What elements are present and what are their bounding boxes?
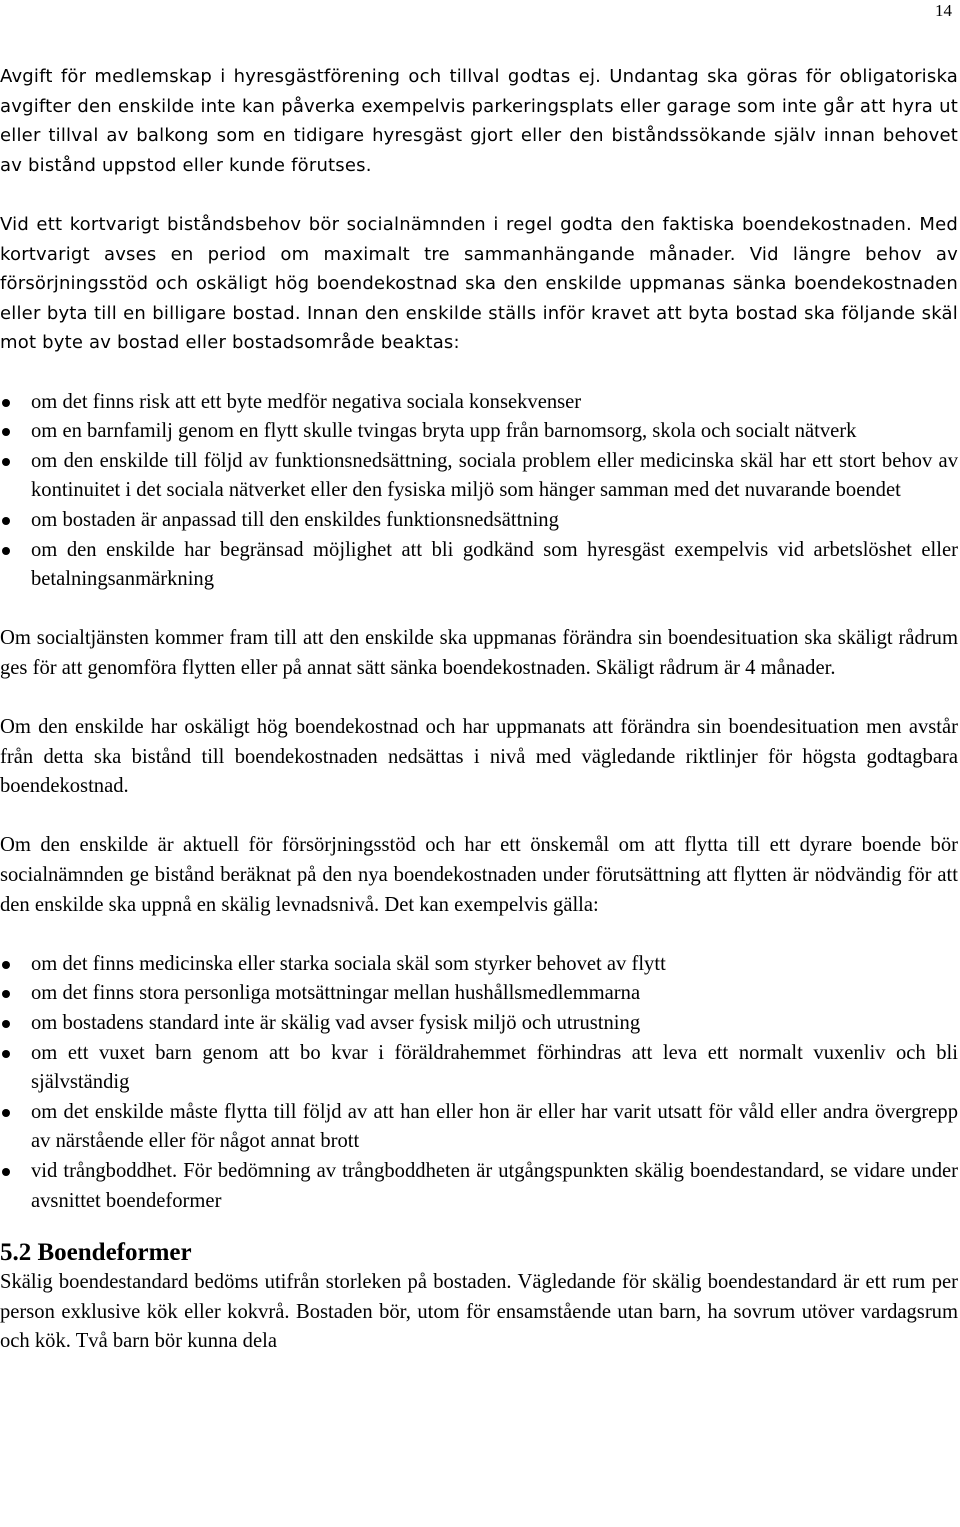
paragraph-high-housing-cost: Om den enskilde har oskäligt hög boendekostnad och har uppmanats att förändra sin boendesituation men avstår från detta ska bistånd till boendekostnaden nedsättas i nivå med vägledande riktlinjer för högsta godtagbara boendekostnad. [0,716,958,798]
bullet-icon [2,1050,10,1058]
paragraph-housing-standard: Skälig boendestandard bedöms utifrån storleken på bostaden. Vägledande för skälig boendestandard är ett rum per person exklusive kök eller kokvrå. Bostaden bör, utom för ensamstående utan barn, ha sovrum utöver vardagsrum och kök. Två barn bör kunna dela [0,1271,958,1353]
bullet-icon [2,961,10,969]
bullet-list-reasons-against-move [0,388,958,595]
list-item: om det finns medicinska eller starka sociala skäl som styrker behovet av flytt [0,950,958,980]
bullet-icon [2,399,10,407]
paragraph-reasonable-time: Om socialtjänsten kommer fram till att den enskilde ska uppmanas förändra sin boendesituation ska skäligt rådrum ges för att genomföra flytten eller på annat sätt sänka boendekostnaden. Skäligt rådrum är 4 månader. [0,627,958,679]
list-item: om ett vuxet barn genom att bo kvar i föräldrahemmet förhindras att leva ett normalt vuxenliv och bli självständig [0,1039,958,1098]
document-body [0,62,958,1357]
paragraph-move-to-expensive: Om den enskilde är aktuell för försörjningsstöd och har ett önskemål om att flytta till ett dyrare boende bör socialnämnden ge bistånd beräknat på den nya boendekostnaden under förutsättning att flytten är nödvändig för att den enskilde ska uppnå en skälig levnadsnivå. Det kan exempelvis gälla: [0,834,958,916]
list-item: om bostaden är anpassad till den enskildes funktionsnedsättning [0,506,958,536]
list-item: om den enskilde till följd av funktionsnedsättning, sociala problem eller medicinska skäl har ett stort behov av kontinuitet i det sociala nätverket eller den fysiska miljö som hänger samman med det nuvarande boendet [0,447,958,506]
page-number: 14 [935,1,952,20]
bullet-icon [2,458,10,466]
bullet-icon [2,1020,10,1028]
bullet-icon [2,428,10,436]
list-item: om det finns stora personliga motsättningar mellan hushållsmedlemmarna [0,979,958,1009]
paragraph-short-term-need: Vid ett kortvarigt biståndsbehov bör socialnämnden i regel godta den faktiska boendekostnaden. Med kortvarigt avses en period om maximalt tre sammanhängande månader. Vid längre behov av försörjningsstöd och oskäligt hög boendekostnad ska den enskilde uppmanas sänka boendekostnaden eller byta till en billigare bostad. Innan den enskilde ställs inför kravet att byta bostad ska följande skäl mot byte av bostad eller bostadsområde beaktas: [0,213,958,354]
bullet-list-reasons-for-move [0,950,958,1216]
bullet-icon [2,1168,10,1176]
bullet-icon [2,1109,10,1117]
list-item: vid trångboddhet. För bedömning av trångboddheten är utgångspunkten skälig boendestandard, se vidare under avsnittet boendeformer [0,1157,958,1216]
list-item: om den enskilde har begränsad möjlighet att bli godkänd som hyresgäst exempelvis vid arbetslöshet eller betalningsanmärkning [0,536,958,595]
bullet-icon [2,990,10,998]
section-heading: 5.2 Boendeformer [0,1239,192,1267]
list-item: om en barnfamilj genom en flytt skulle tvingas bryta upp från barnomsorg, skola och socialt nätverk [0,417,958,447]
list-item: om det finns risk att ett byte medför negativa sociala konsekvenser [0,388,958,418]
list-item: om bostadens standard inte är skälig vad avser fysisk miljö och utrustning [0,1009,958,1039]
paragraph-membership-fees: Avgift för medlemskap i hyresgästförening och tillval godtas ej. Undantag ska göras för obligatoriska avgifter den enskilde inte kan påverka exempelvis parkeringsplats eller garage som inte går att hyra ut eller tillval av balkong som en tidigare hyresgäst gjort eller den biståndssökande själv innan behovet av bistånd uppstod eller kunde förutses. [0,66,958,176]
bullet-icon [2,517,10,525]
list-item: om det enskilde måste flytta till följd av att han eller hon är eller har varit utsatt för våld eller andra övergrepp av närstående eller för något annat brott [0,1098,958,1157]
bullet-icon [2,547,10,555]
